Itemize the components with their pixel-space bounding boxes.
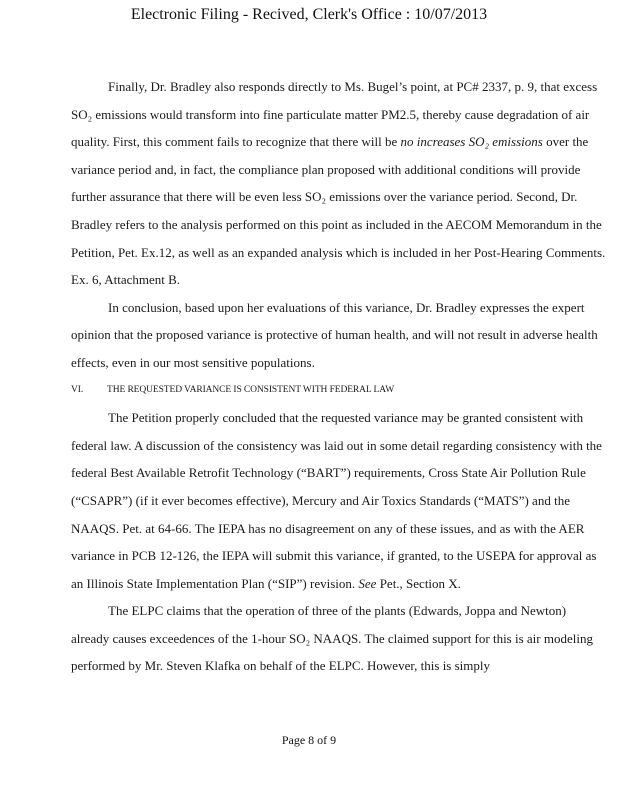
section-heading — [71, 377, 607, 405]
paragraph-bradley-response — [71, 73, 607, 294]
paragraph-text: over the variance period and, in fact, the compliance plan proposed with additional conditions will provide further assurance that there will be even less SO₂ emissions over the variance period. Second, Dr. Bradley refers to the analysis performed on this point as included in the AECOM Memorandum in the Petition, Pet. Ex.12, as well as an expanded analysis which is included in her Post-Hearing Comments. Ex. 6, Attachment B. — [71, 134, 606, 288]
paragraph-elpc-claims: The ELPC claims that the operation of three of the plants (Edwards, Joppa and Newton) already causes exceedences of the 1-hour SO₂ NAAQS. The claimed support for this is air modeling performed by Mr. Steven Klafka on behalf of the ELPC. However, this is simply — [71, 603, 593, 674]
emphasis-text: no increases SO₂ emissions — [400, 134, 543, 150]
section-title: THE REQUESTED VARIANCE IS CONSISTENT WITH FEDERAL LAW — [107, 384, 395, 395]
paragraph-text: Finally, Dr. Bradley also responds directly to Ms. Bugel’s point, at PC# 2337, p. 9, that excess SO₂ emissions would transform into fine particulate matter PM2.5, thereby cause degradation of air quality. First, this comment fails to recognize that there will be — [71, 79, 598, 150]
filing-header: Electronic Filing - Recived, Clerk's Office : 10/07/2013 — [130, 6, 488, 23]
page-number: Page 8 of 9 — [281, 733, 337, 747]
document-body — [71, 73, 607, 680]
paragraph-text: Pet., Section X. — [376, 575, 461, 591]
paragraph-text: The Petition properly concluded that the requested variance may be granted consistent with federal law. A discussion of the consistency was laid out in some detail regarding consistency with the federal Best Available Retrofit Technology (“BART”) requirements, Cross State Air Pollution Rule (“CSAPR”) (if it ever becomes effective), Mercury and Air Toxics Standards (“MATS”) and the NAAQS. Pet. at 64-66. The IEPA has no disagreement on any of these issues, and as with the AER variance in PCB 12-126, the IEPA will submit this variance, if granted, to the USEPA for approval as an Illinois State Implementation Plan (“SIP”) revision. — [71, 410, 602, 591]
paragraph-federal-law — [71, 404, 607, 597]
paragraph-conclusion: In conclusion, based upon her evaluations of this variance, Dr. Bradley expresses the expert opinion that the proposed variance is protective of human health, and will not result in adverse health effects, even in our most sensitive populations. — [71, 299, 598, 370]
emphasis-text: See — [358, 575, 377, 591]
section-number: VI. — [71, 384, 84, 395]
